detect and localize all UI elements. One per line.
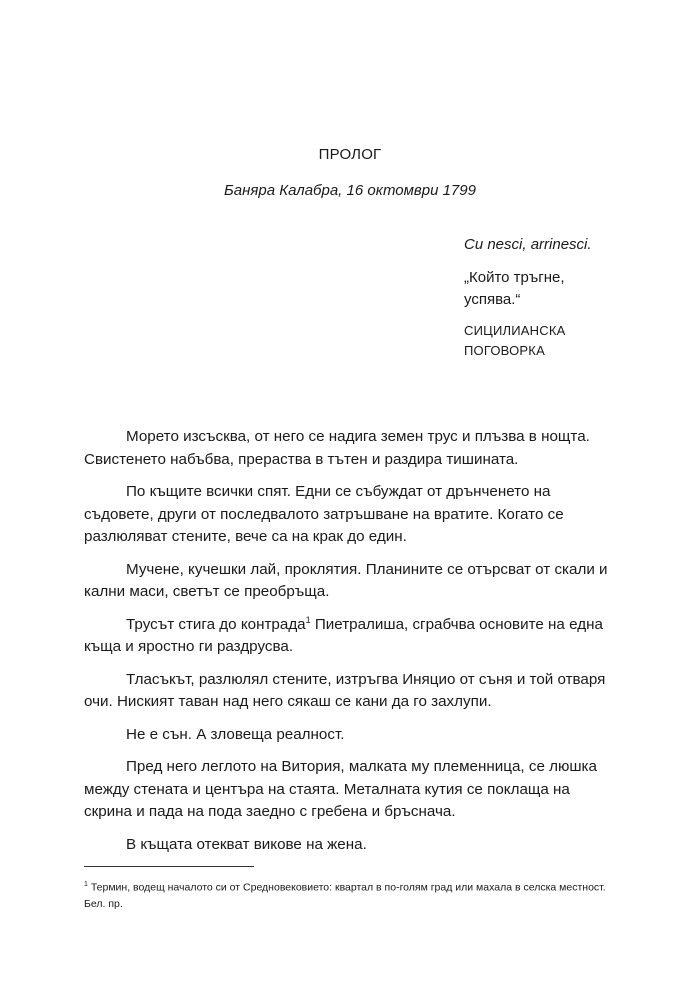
paragraph-1: Морето изсъсква, от него се надига земен трус и плъзва в нощта. Свистенето набъбва, прераства в тътен и раздира тишината.	[84, 428, 590, 468]
paragraph-3: Мучене, кучешки лай, проклятия. Планините се отърсват от скали и кални маси, светът се преобръща.	[84, 560, 608, 600]
footnote-reference[interactable]: 1	[305, 614, 311, 625]
paragraph-6: Не е сън. А зловеща реалност.	[126, 725, 345, 743]
epigraph-translation: „Който тръгне, успява.“	[464, 269, 565, 308]
chapter-title: ПРОЛОГ	[318, 146, 382, 163]
epigraph	[464, 235, 624, 361]
paragraph-5: Тласъкът, разлюлял стените, изтръгва Иняцио от съня и той отваря очи. Ниският таван над него сякаш се кани да го захлупи.	[84, 670, 606, 710]
footnote-text: Термин, водещ началото си от Средновековието: квартал в по-голям град или махала в селска местност. Бел. пр.	[84, 881, 606, 910]
paragraph-2: По къщите всички спят. Едни се събуждат от дрънченето на съдовете, други от последвалото затръшване на вратите. Когато се разлюляват стените, вече са на крак до един.	[84, 483, 564, 545]
epigraph-original-quote: Cu nesci, arrinesci.	[464, 236, 592, 253]
place-date-line: Баняра Калабра, 16 октомври 1799	[224, 182, 476, 199]
body-text	[84, 426, 616, 866]
footnote-separator	[84, 866, 254, 867]
footnote-number: 1	[84, 881, 88, 888]
paragraph-4-text-end: Пиетралиша, сграбчва основите на една къща и яростно ги раздрусва.	[84, 615, 603, 655]
footnote	[84, 877, 624, 912]
paragraph-4-text-start: Трусът стига до контрада	[126, 615, 306, 633]
epigraph-source: СИЦИЛИАНСКА ПОГОВОРКА	[464, 323, 566, 358]
paragraph-7: Пред него леглото на Витория, малката му племенница, се люшка между стената и центъра на стаята. Металната кутия се поклаща на скрина и пада на пода заедно с гребена и бръснача.	[84, 758, 597, 820]
paragraph-8: В къщата отекват викове на жена.	[126, 835, 367, 853]
paragraph-4	[84, 614, 616, 659]
